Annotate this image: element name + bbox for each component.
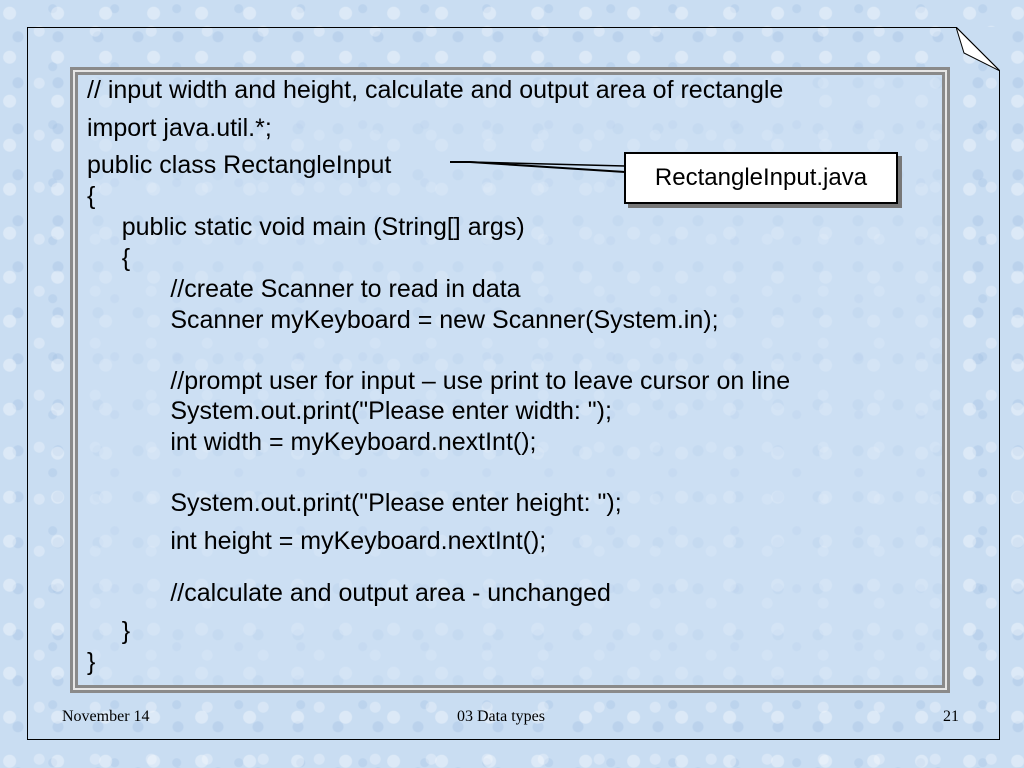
code-line-class-open-brace: { <box>87 182 96 210</box>
code-line-read-height: int height = myKeyboard.nextInt(); <box>87 527 547 555</box>
code-line-comment-header: // input width and height, calculate and output area of rectangle <box>87 76 784 104</box>
footer-page-number: 21 <box>943 708 959 725</box>
page-curl-icon <box>956 27 1000 71</box>
code-line-print-height: System.out.print("Please enter height: "); <box>87 489 622 517</box>
callout-connector <box>450 150 630 180</box>
code-line-class-declaration: public class RectangleInput <box>87 151 392 179</box>
footer-title: 03 Data types <box>457 708 545 725</box>
code-line-scanner-declaration: Scanner myKeyboard = new Scanner(System.in); <box>87 306 719 334</box>
code-line-class-close-brace: } <box>87 648 96 676</box>
code-line-calculate-comment: //calculate and output area - unchanged <box>87 579 611 607</box>
code-line-method-close-brace: } <box>87 617 131 645</box>
code-line-main-method: public static void main (String[] args) <box>87 213 525 241</box>
code-line-print-width: System.out.print("Please enter width: "); <box>87 397 612 425</box>
code-line-method-open-brace: { <box>87 244 131 272</box>
filename-callout: RectangleInput.java <box>624 152 898 204</box>
code-line-scanner-comment: //create Scanner to read in data <box>87 275 521 303</box>
code-line-prompt-comment: //prompt user for input – use print to leave cursor on line <box>87 367 791 395</box>
code-line-import: import java.util.*; <box>87 114 272 142</box>
code-line-read-width: int width = myKeyboard.nextInt(); <box>87 428 537 456</box>
footer-date: November 14 <box>62 708 150 725</box>
